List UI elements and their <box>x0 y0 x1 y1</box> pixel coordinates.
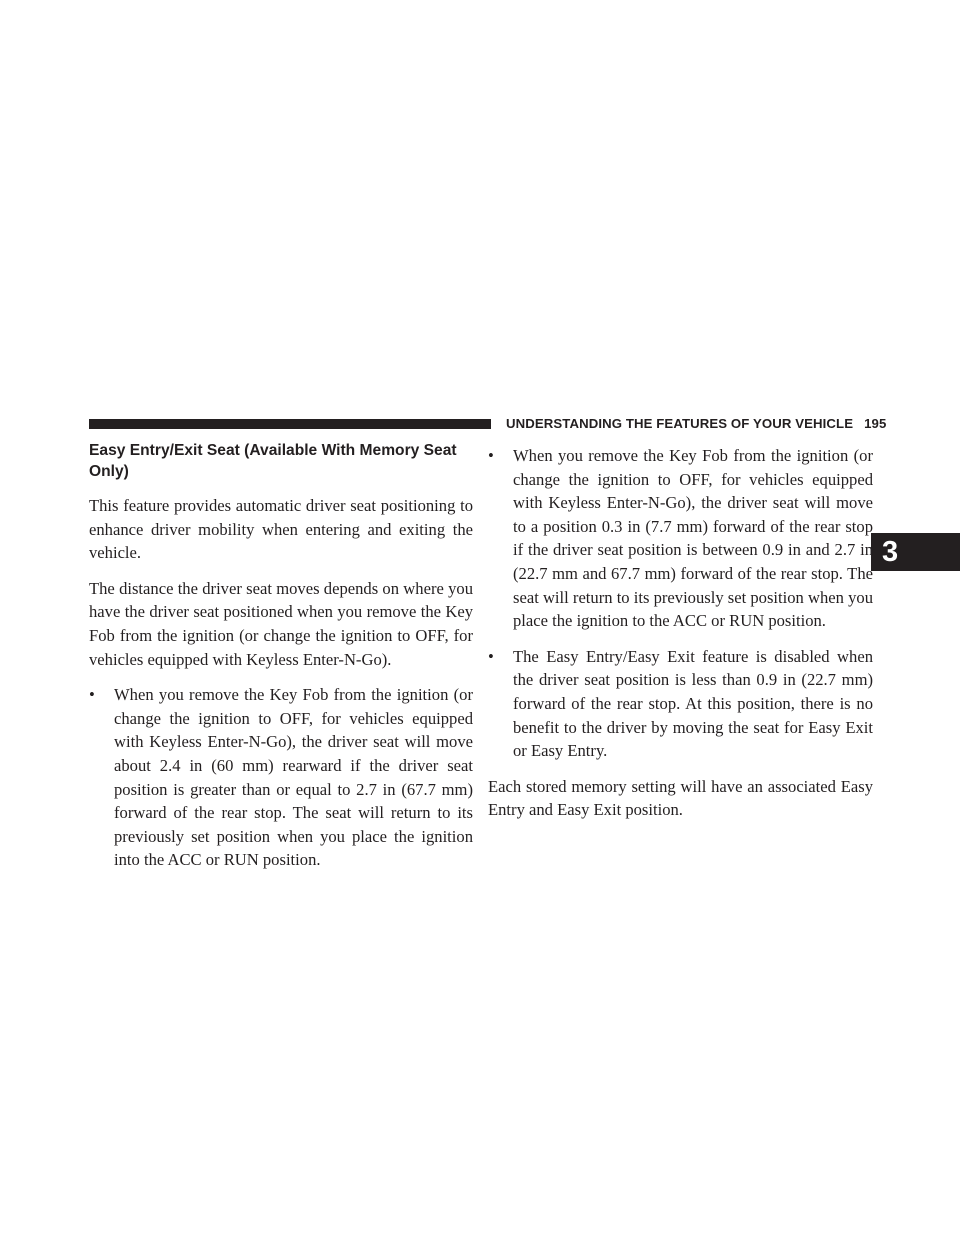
list-item-text: When you remove the Key Fob from the ignition (or change the ignition to OFF, for vehicles equipped with Keyless Enter-N-Go), the driver seat will move about 2.4 in (60 mm) rearward if the driver seat position is greater than or equal to 2.7 in (67.7 mm) forward of the rear stop. The seat will return to its previously set position when you place the ignition into the ACC or RUN position. <box>114 685 473 870</box>
page-number: 195 <box>864 415 887 431</box>
left-column <box>89 440 473 884</box>
list-item <box>89 683 473 872</box>
paragraph: The distance the driver seat moves depends on where you have the driver seat positioned when you remove the Key Fob from the ignition (or change the ignition to OFF, for vehicles equipped with Keyless Enter-N-Go). <box>89 578 473 669</box>
list-item <box>488 645 873 763</box>
list-item <box>488 444 873 633</box>
chapter-number: 3 <box>882 536 899 568</box>
bullet-icon: • <box>488 646 494 666</box>
bullet-list <box>89 683 473 872</box>
right-column <box>488 444 873 834</box>
list-item-text: When you remove the Key Fob from the ignition (or change the ignition to OFF, for vehicles equipped with Keyless Enter-N-Go), the driver seat will move to a position 0.3 in (7.7 mm) forward of the rear stop if the driver seat position is between 0.9 in and 2.7 in (22.7 mm and 67.7 mm) forward of the rear stop. The seat will return to its previously set position when you place the ignition to the ACC or RUN position. <box>513 446 873 631</box>
bullet-icon: • <box>488 446 494 465</box>
section-title: UNDERSTANDING THE FEATURES OF YOUR VEHICLE <box>506 415 854 431</box>
section-heading: Easy Entry/Exit Seat (Available With Memory Seat Only) <box>89 442 457 480</box>
header-rule <box>89 419 491 429</box>
bullet-icon: • <box>89 685 95 705</box>
running-header <box>506 412 886 434</box>
chapter-tab <box>871 533 960 571</box>
paragraph: Each stored memory setting will have an associated Easy Entry and Easy Exit position. <box>488 776 873 820</box>
bullet-list <box>488 444 873 763</box>
list-item-text: The Easy Entry/Easy Exit feature is disabled when the driver seat position is less than 0.9 in (22.7 mm) forward of the rear stop. At this position, there is no benefit to the driver by moving the seat for Easy Exit or Easy Entry. <box>513 646 873 761</box>
paragraph: This feature provides automatic driver seat positioning to enhance driver mobility when entering and exiting the vehicle. <box>89 496 473 563</box>
